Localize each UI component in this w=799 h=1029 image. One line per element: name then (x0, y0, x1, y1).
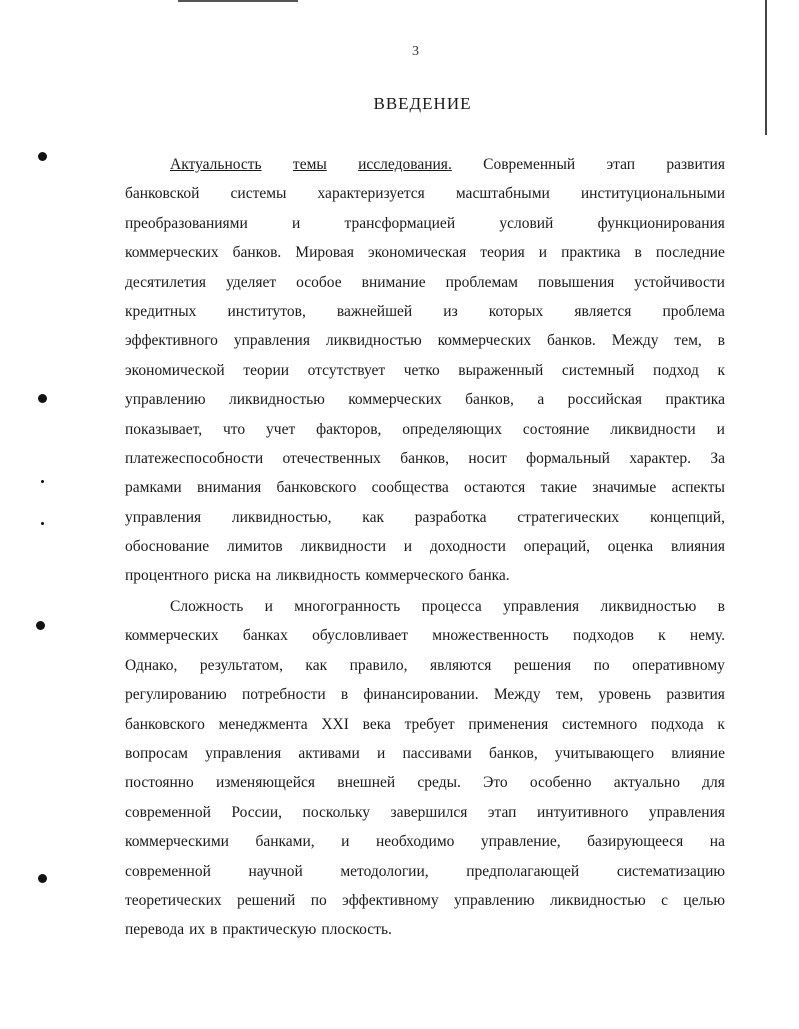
word: экономическая (367, 244, 467, 262)
word: отсутствует (307, 361, 386, 379)
word: Современный (483, 156, 576, 173)
word: формальный (526, 449, 610, 467)
text-line (125, 798, 725, 827)
word: отечественных (282, 449, 381, 467)
word: обусловливает (312, 627, 409, 645)
word: кредитных (125, 302, 197, 320)
word: Между (493, 686, 541, 704)
binder-hole-2 (38, 394, 47, 403)
word: управления (125, 508, 202, 526)
word: институтов, (227, 302, 306, 320)
word: постоянно (125, 774, 194, 792)
word: интуитивного (537, 803, 629, 821)
word: Однако, (125, 656, 178, 674)
word: является (574, 302, 632, 320)
word: состояние (522, 420, 590, 438)
text-line (125, 915, 725, 944)
page-number: 3 (412, 44, 419, 59)
word: как (305, 656, 328, 674)
word: ликвидность (276, 567, 361, 585)
word: из (443, 302, 458, 320)
word: систематизацию (616, 862, 725, 880)
scan-speck-2 (41, 522, 44, 525)
word: базирующееся (587, 833, 684, 851)
word: управления (205, 744, 282, 762)
word: функционирования (597, 214, 725, 232)
word: российская (567, 391, 643, 409)
word: завершился (390, 803, 468, 821)
word: эффективному (342, 891, 439, 909)
word: учитывающего (554, 744, 655, 762)
word: условий (499, 214, 554, 232)
text-line (125, 768, 725, 797)
text-line (125, 886, 725, 915)
word: остаются (464, 479, 526, 497)
word: банков, (465, 391, 514, 409)
word: коммерческих (348, 391, 442, 409)
text-line (125, 503, 725, 532)
text-line (125, 592, 725, 621)
word: оперативному (632, 656, 725, 674)
word: рамками (125, 479, 182, 497)
word: управлению (125, 391, 206, 409)
text-line (125, 680, 725, 709)
word: развития (666, 156, 725, 173)
word: системы (230, 185, 287, 203)
word: управления (233, 332, 310, 350)
word: применения (468, 715, 549, 733)
word: банковского (276, 479, 357, 497)
word: что (223, 420, 246, 438)
word: важнейшей (336, 302, 413, 320)
word: в (634, 244, 642, 262)
word: стратегических (517, 508, 620, 526)
word: тем, (555, 686, 584, 704)
word: десятилетия (125, 273, 207, 291)
word: методологии, (340, 862, 429, 880)
text-line (125, 238, 725, 267)
word: практическую (222, 921, 317, 939)
word: банка. (468, 567, 510, 585)
word: Сложность (170, 598, 244, 615)
word: современной (125, 803, 211, 821)
word: на (709, 833, 725, 851)
text-line (125, 179, 725, 208)
word: коммерческими (125, 833, 229, 851)
word: которых (488, 302, 544, 320)
word: факторов, (316, 420, 382, 438)
word: регулированию (125, 686, 227, 704)
word: Актуальность (170, 156, 262, 173)
word: платежеспособности (125, 449, 264, 467)
word: к (658, 627, 666, 645)
word: тем, (674, 332, 702, 350)
text-line (125, 297, 725, 326)
word: уделяет (226, 273, 277, 291)
word: характеризуется (317, 185, 425, 203)
text-line (125, 857, 725, 886)
word: перевода (125, 921, 185, 939)
word: банков, (488, 744, 538, 762)
word: к (717, 715, 725, 733)
word: банковского (125, 715, 205, 733)
word: последние (655, 244, 725, 262)
word: исследования. (358, 156, 452, 173)
text-line (125, 268, 725, 297)
word: их (189, 921, 206, 939)
word: XXI (321, 715, 349, 733)
word: и (538, 244, 548, 262)
text-line (125, 710, 725, 739)
word: в (210, 921, 218, 939)
word: ликвидности (610, 420, 696, 438)
text-line (125, 209, 725, 238)
word: аспекты (671, 479, 725, 497)
word: показывает, (125, 420, 203, 438)
word: предполагающей (466, 862, 580, 880)
word: особенно (529, 774, 592, 792)
word: банковской (125, 185, 200, 203)
word: риска (213, 567, 251, 585)
word: внимания (196, 479, 262, 497)
word: ликвидностью, (231, 508, 332, 526)
word: поскольку (302, 803, 371, 821)
paragraph-1 (125, 150, 725, 591)
text-line (125, 651, 725, 680)
word: характер. (629, 449, 691, 467)
word: решения (513, 656, 572, 674)
word: банков. (547, 332, 596, 350)
word: и (716, 420, 725, 438)
word: многогранность (294, 598, 401, 615)
word: концепций, (649, 508, 725, 526)
word: вопросам (125, 744, 188, 762)
word: процесса (421, 598, 482, 615)
word: теории (243, 361, 290, 379)
word: по (593, 656, 610, 674)
word: коммерческих (437, 332, 532, 350)
text-line (125, 621, 725, 650)
word: коммерческих (125, 627, 219, 645)
word: практика (561, 244, 621, 262)
word: с (661, 891, 668, 909)
text-line (125, 827, 725, 856)
page-title: ВВЕДЕНИЕ (373, 94, 472, 113)
word: устойчивости (634, 273, 725, 291)
word: развития (666, 686, 725, 704)
word: банках (242, 627, 288, 645)
word: масштабными (455, 185, 550, 203)
word: и (341, 833, 350, 851)
text-line (125, 385, 725, 414)
word: проблема (662, 302, 725, 320)
word: особое (296, 273, 342, 291)
word: целью (683, 891, 725, 909)
scan-edge-right (765, 0, 767, 135)
text-line (125, 561, 725, 590)
word: Мировая (295, 244, 354, 262)
word: выраженный (458, 361, 544, 379)
word: и (403, 538, 413, 556)
word: трансформацией (344, 214, 456, 232)
word: ликвидностью (228, 391, 325, 409)
word: банков. (232, 244, 282, 262)
word: финансировании. (363, 686, 479, 704)
word: управления (503, 598, 580, 615)
text-line (125, 739, 725, 768)
word: среды. (417, 774, 461, 792)
word: коммерческого (365, 567, 464, 585)
word: уровень (598, 686, 652, 704)
word: теория (480, 244, 525, 262)
word: институциональными (580, 185, 725, 203)
binder-hole-4 (38, 874, 47, 883)
word: значимые (592, 479, 657, 497)
word: как (362, 508, 385, 526)
word: изменяющейся (216, 774, 316, 792)
word: научной (248, 862, 303, 880)
word: и (292, 214, 301, 232)
text-line (125, 415, 725, 444)
word: За (710, 449, 725, 467)
word: России, (231, 803, 283, 821)
word: внешней (337, 774, 396, 792)
word: плоскость. (321, 921, 392, 939)
word: века (362, 715, 391, 733)
word: к (717, 361, 725, 379)
word: современной (125, 862, 211, 880)
word: являются (429, 656, 492, 674)
word: этап (487, 803, 517, 821)
word: четко (403, 361, 440, 379)
word: управлению (453, 891, 535, 909)
word: такие (540, 479, 578, 497)
word: и (264, 598, 273, 615)
word: подхода (650, 715, 704, 733)
text-line (125, 356, 725, 385)
word: банков, (400, 449, 449, 467)
word: коммерческих (125, 244, 219, 262)
word: пассивами (402, 744, 472, 762)
word: по (310, 891, 327, 909)
scan-edge-top (178, 0, 298, 2)
word: ликвидности (300, 538, 386, 556)
word: Между (611, 332, 659, 350)
word: требует (404, 715, 455, 733)
word: активами (298, 744, 360, 762)
word: а (537, 391, 545, 409)
text-line (125, 326, 725, 355)
word: в (340, 686, 349, 704)
word: доходности (429, 538, 506, 556)
word: банками, (255, 833, 315, 851)
word: влияние (671, 744, 725, 762)
word: правило, (349, 656, 408, 674)
word: в (717, 332, 725, 350)
word: оценка (607, 538, 654, 556)
word: для (702, 774, 725, 792)
word: менеджмента (218, 715, 308, 733)
word: нему. (689, 627, 725, 645)
scan-speck-1 (41, 480, 44, 483)
word: результатом, (199, 656, 283, 674)
word: потребности (241, 686, 326, 704)
text-line (125, 532, 725, 561)
word: системный (561, 361, 635, 379)
word: преобразованиями (125, 214, 248, 232)
word: решений (237, 891, 296, 909)
text-line (125, 150, 725, 179)
word: подход (653, 361, 699, 379)
word: носит (468, 449, 507, 467)
word: повышения (537, 273, 615, 291)
word: разработка (414, 508, 487, 526)
word: управления (648, 803, 725, 821)
word: ликвидностью (325, 332, 422, 350)
word: лимитов (226, 538, 283, 556)
word: сообщества (371, 479, 449, 497)
text-line (125, 444, 725, 473)
word: Это (483, 774, 508, 792)
word: обоснование (125, 538, 210, 556)
word: внимание (361, 273, 426, 291)
binder-hole-1 (38, 152, 47, 161)
word: учет (266, 420, 296, 438)
word: практика (665, 391, 725, 409)
word: ликвидностью (600, 598, 697, 615)
word: влияния (671, 538, 725, 556)
word: теоретических (125, 891, 222, 909)
word: актуально (613, 774, 680, 792)
word: экономической (125, 361, 225, 379)
binder-hole-3 (36, 621, 45, 630)
word: и (376, 744, 386, 762)
paragraph-2 (125, 592, 725, 945)
word: подходов (572, 627, 634, 645)
text-line (125, 473, 725, 502)
word: темы (292, 156, 327, 173)
word: операций, (523, 538, 590, 556)
word: эффективного (125, 332, 218, 350)
word: этап (606, 156, 636, 173)
word: управление, (480, 833, 561, 851)
word: системного (561, 715, 638, 733)
word: определяющих (402, 420, 502, 438)
word: необходимо (375, 833, 455, 851)
word: проблемам (445, 273, 518, 291)
word: множественность (432, 627, 549, 645)
word: ликвидностью (549, 891, 646, 909)
word: на (255, 567, 272, 585)
word: в (717, 598, 725, 615)
word: процентного (125, 567, 209, 585)
